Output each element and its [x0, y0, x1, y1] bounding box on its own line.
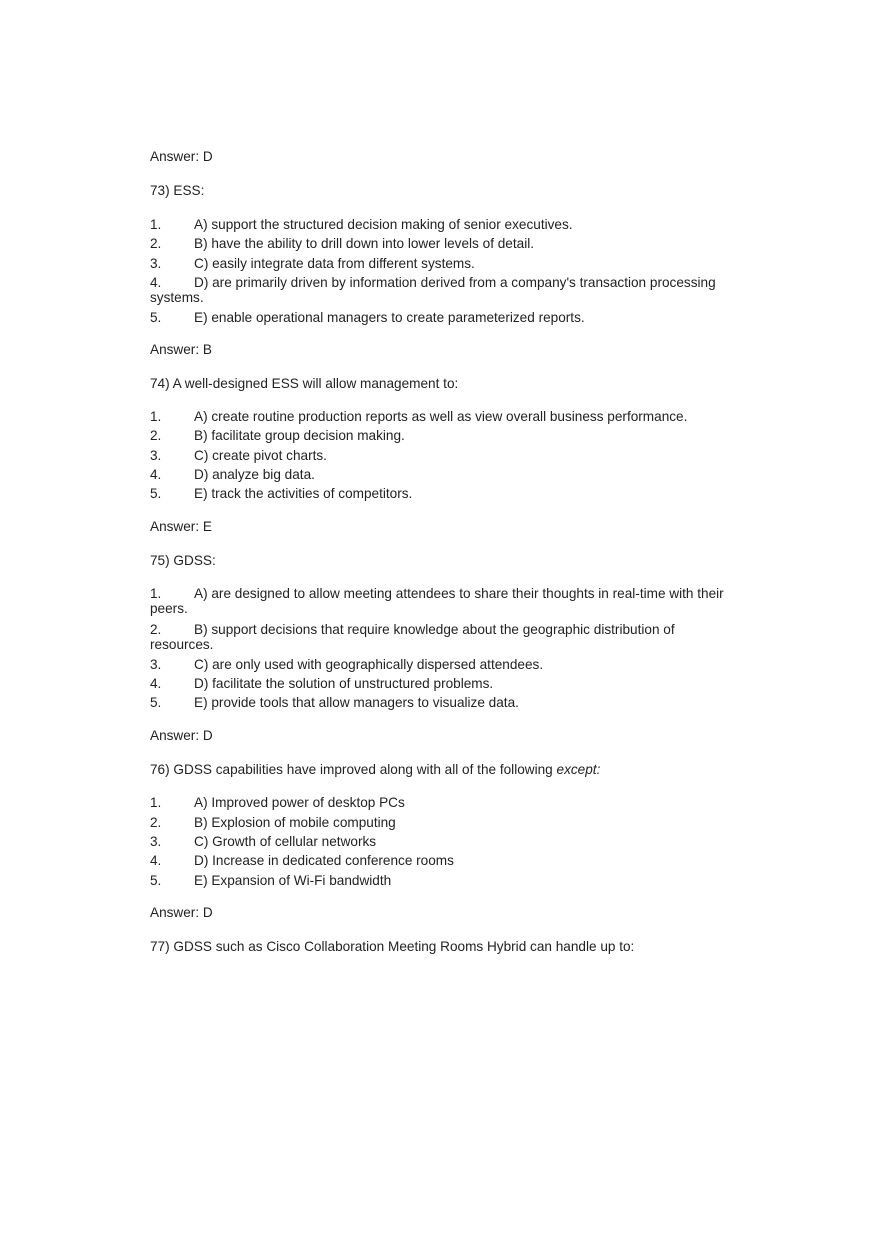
- q76-option-2: [150, 815, 740, 830]
- answer-73: Answer: B: [150, 342, 212, 357]
- question-74: 74) A well-designed ESS will allow management to:: [150, 376, 459, 391]
- option-text: C) Growth of cellular networks: [194, 834, 377, 849]
- option-number: 1.: [150, 217, 162, 232]
- option-text: B) facilitate group decision making.: [194, 428, 405, 443]
- answer-74: Answer: E: [150, 519, 212, 534]
- q76-option-1: [150, 795, 740, 810]
- option-text: A) create routine production reports as well as view overall business performance.: [194, 409, 688, 424]
- question-76-emphasis: except:: [556, 762, 601, 777]
- option-text: B) have the ability to drill down into lower levels of detail.: [194, 236, 535, 251]
- question-77: 77) GDSS such as Cisco Collaboration Meeting Rooms Hybrid can handle up to:: [150, 939, 635, 954]
- q75-option-2: [150, 622, 740, 652]
- option-number: 5.: [150, 873, 162, 888]
- q76-option-4: [150, 853, 740, 868]
- option-number: 1.: [150, 586, 162, 601]
- question-76-text: 76) GDSS capabilities have improved along with all of the following: [150, 762, 557, 777]
- question-75: 75) GDSS:: [150, 553, 216, 568]
- option-number: 4.: [150, 676, 162, 691]
- q76-option-3: [150, 834, 740, 849]
- q74-option-3: [150, 448, 740, 463]
- option-number: 2.: [150, 236, 162, 251]
- option-text: D) are primarily driven by information derived from a company's transaction processing systems.: [150, 275, 716, 305]
- q74-option-4: [150, 467, 740, 482]
- q73-option-3: [150, 256, 740, 271]
- answer-75: Answer: D: [150, 728, 213, 743]
- answer-72: Answer: D: [150, 149, 213, 164]
- answer-76: Answer: D: [150, 905, 213, 920]
- option-text: C) are only used with geographically dispersed attendees.: [194, 657, 544, 672]
- question-73: 73) ESS:: [150, 183, 205, 198]
- option-text: C) create pivot charts.: [194, 448, 327, 463]
- option-text: D) analyze big data.: [194, 467, 315, 482]
- option-text: E) track the activities of competitors.: [194, 486, 413, 501]
- q75-option-4: [150, 676, 740, 691]
- option-number: 5.: [150, 486, 162, 501]
- option-number: 5.: [150, 695, 162, 710]
- option-number: 3.: [150, 657, 162, 672]
- option-number: 3.: [150, 256, 162, 271]
- q74-option-2: [150, 428, 740, 443]
- q75-option-3: [150, 657, 740, 672]
- option-text: E) provide tools that allow managers to visualize data.: [194, 695, 519, 710]
- option-text: A) support the structured decision making of senior executives.: [194, 217, 573, 232]
- option-number: 3.: [150, 834, 162, 849]
- q73-option-5: [150, 310, 740, 325]
- option-text: E) Expansion of Wi-Fi bandwidth: [194, 873, 392, 888]
- q74-option-5: [150, 486, 740, 501]
- q76-option-5: [150, 873, 740, 888]
- q75-option-1: [150, 586, 740, 616]
- option-text: E) enable operational managers to create parameterized reports.: [194, 310, 585, 325]
- q75-option-5: [150, 695, 740, 710]
- option-text: D) facilitate the solution of unstructured problems.: [194, 676, 494, 691]
- option-number: 5.: [150, 310, 162, 325]
- q73-option-4: [150, 275, 740, 305]
- option-number: 2.: [150, 428, 162, 443]
- option-number: 2.: [150, 622, 162, 637]
- option-text: D) Increase in dedicated conference rooms: [194, 853, 454, 868]
- option-text: B) support decisions that require knowledge about the geographic distribution of resources.: [150, 622, 675, 652]
- option-text: B) Explosion of mobile computing: [194, 815, 396, 830]
- option-number: 4.: [150, 467, 162, 482]
- option-number: 2.: [150, 815, 162, 830]
- option-number: 4.: [150, 853, 162, 868]
- option-text: C) easily integrate data from different systems.: [194, 256, 475, 271]
- option-number: 4.: [150, 275, 162, 290]
- question-76: [150, 762, 600, 778]
- option-number: 3.: [150, 448, 162, 463]
- option-number: 1.: [150, 795, 162, 810]
- option-text: A) are designed to allow meeting attendees to share their thoughts in real-time with their peers.: [150, 586, 724, 616]
- option-text: A) Improved power of desktop PCs: [194, 795, 405, 810]
- q74-option-1: [150, 409, 740, 424]
- option-number: 1.: [150, 409, 162, 424]
- q73-option-2: [150, 236, 740, 251]
- q73-option-1: [150, 217, 740, 232]
